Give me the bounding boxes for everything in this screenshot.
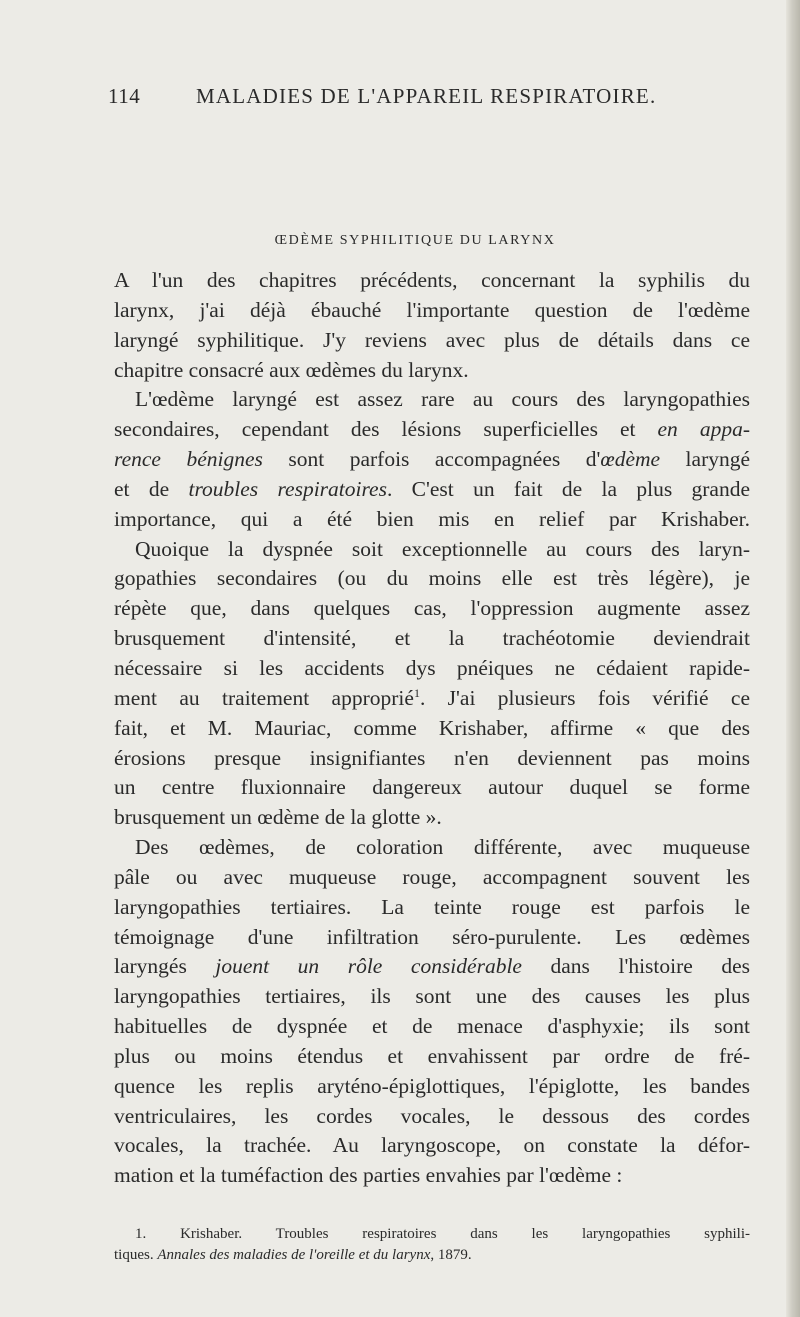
text-line: larynx, j'ai déjà ébauché l'importante question de l'œdème: [114, 297, 750, 322]
page-number: 114: [108, 84, 141, 108]
text-line: chapitre consacré aux œdèmes du larynx.: [114, 357, 469, 382]
section-title: ŒDÈME SYPHILITIQUE DU LARYNX: [274, 233, 556, 248]
footnote-line: 1. Krishaber. Troubles respiratoires dans les laryngopathies syphili-: [135, 1226, 750, 1242]
text-line: témoignage d'une infiltration séro-purulente. Les œdèmes: [114, 924, 750, 949]
page-edge: [786, 0, 800, 1317]
text-line: répète que, dans quelques cas, l'oppression augmente assez: [114, 596, 750, 621]
text-line: et de troubles respiratoires. C'est un fait de la plus grande: [114, 476, 751, 501]
text-line: laryngé syphilitique. J'y reviens avec plus de détails dans ce: [114, 327, 750, 352]
italic-phrase: troubles respiratoires: [188, 476, 387, 501]
footnote-line: tiques. Annales des maladies de l'oreille et du larynx, 1879.: [114, 1247, 472, 1263]
italic-phrase: en appa-: [657, 417, 750, 442]
text-line: laryngopathies tertiaires. La teinte rouge est parfois le: [114, 894, 750, 919]
text-line: vocales, la trachée. Au laryngoscope, on constate la défor-: [114, 1133, 750, 1158]
body-text: [114, 266, 750, 1191]
italic-phrase: Annales des maladies de l'oreille et du larynx: [157, 1247, 431, 1263]
text-line: habituelles de dyspnée et de menace d'asphyxie; ils sont: [114, 1014, 750, 1039]
text-line: brusquement d'intensité, et la trachéotomie deviendrait: [114, 626, 750, 651]
running-head: [108, 84, 748, 114]
text-line: mation et la tuméfaction des parties envahies par l'œdème :: [114, 1163, 623, 1188]
text-line: Quoique la dyspnée soit exceptionnelle au cours des laryn-: [135, 536, 750, 561]
text-line: fait, et M. Mauriac, comme Krishaber, affirme « que des: [114, 715, 750, 740]
text-line: nécessaire si les accidents dys pnéiques ne cédaient rapide-: [114, 655, 750, 680]
text-line: érosions presque insignifiantes n'en deviennent pas moins: [114, 745, 750, 770]
footnotes: [114, 1224, 750, 1266]
text-line: laryngés jouent un rôle considérable dans l'histoire des: [114, 954, 751, 979]
text-line: rence bénignes sont parfois accompagnées d'œdème laryngé: [114, 447, 751, 472]
text-line: pâle ou avec muqueuse rouge, accompagnent souvent les: [114, 864, 750, 889]
text-line: gopathies secondaires (ou du moins elle est très légère), je: [114, 566, 750, 591]
text-line: importance, qui a été bien mis en relief par Krishaber.: [114, 506, 750, 531]
footnote-marker: 1: [413, 685, 420, 700]
italic-phrase: jouent un rôle considérable: [215, 954, 522, 979]
italic-phrase: œdème: [600, 447, 661, 472]
text-line: L'œdème laryngé est assez rare au cours des laryngopathies: [135, 387, 750, 412]
text-line: quence les replis aryténo-épiglottiques, l'épiglotte, les bandes: [114, 1073, 750, 1098]
text-line: Des œdèmes, de coloration différente, avec muqueuse: [135, 835, 750, 860]
text-line: brusquement un œdème de la glotte ».: [114, 805, 442, 830]
running-title: MALADIES DE L'APPAREIL RESPIRATOIRE.: [196, 84, 657, 108]
text-line: ventriculaires, les cordes vocales, le dessous des cordes: [114, 1103, 750, 1128]
text-line: A l'un des chapitres précédents, concernant la syphilis du: [114, 268, 750, 292]
text-line: secondaires, cependant des lésions superficielles et en appa-: [114, 417, 750, 442]
text-line: un centre fluxionnaire dangereux autour duquel se forme: [114, 775, 750, 800]
italic-phrase: bénignes: [186, 447, 263, 472]
text-line: ment au traitement approprié$^1$. J'ai plusieurs fois vérifié ce: [114, 685, 750, 710]
text-line: laryngopathies tertiaires, ils sont une des causes les plus: [114, 984, 750, 1009]
text-line: plus ou moins étendus et envahissent par ordre de fré-: [114, 1043, 750, 1068]
